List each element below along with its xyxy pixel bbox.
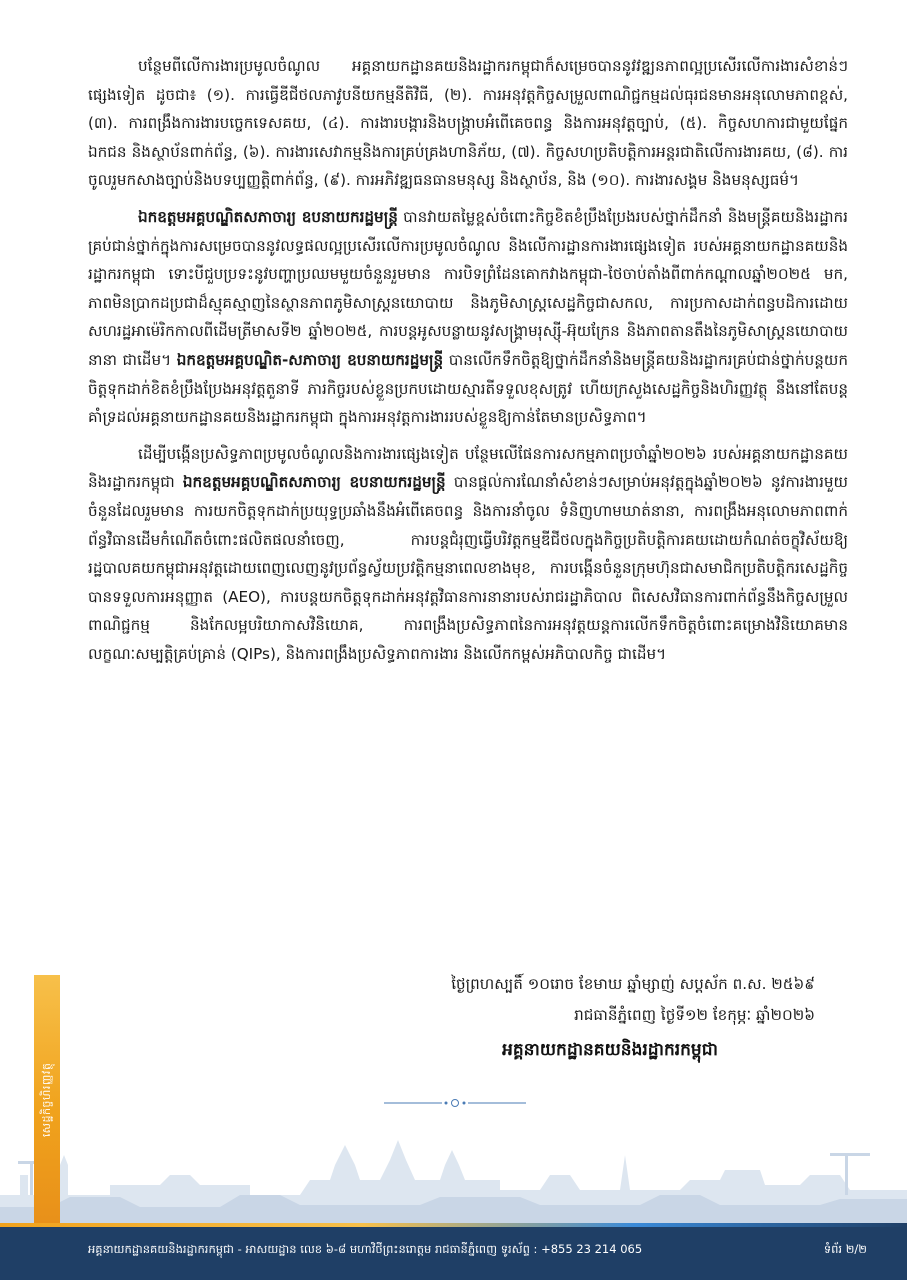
paragraph-evaluation bbox=[88, 203, 848, 432]
dignitary-title: ឯកឧត្តមអគ្គបណ្ឌិត-សភាចារ្យ ឧបនាយករដ្ឋមន្ត្រី bbox=[176, 350, 444, 369]
paragraph-text: ដើម្បីបង្កើនប្រសិទ្ធភាពប្រមូលចំណូលនិងការងារផ្សេងទៀត បន្ថែមលើផែនការសកម្មភាពប្រចាំឆ្នាំ២០២៦ របស់អគ្គនាយកដ្ឋានគយនិងរដ្ឋាករកម្ពុជា bbox=[88, 444, 848, 492]
footer bbox=[0, 1223, 907, 1280]
dignitary-title: ឯកឧត្តមអគ្គបណ្ឌិតសភាចារ្យ ឧបនាយករដ្ឋមន្ត្រី bbox=[138, 207, 398, 226]
paragraph-text: បានវាយតម្លៃខ្ពស់ចំពោះកិច្ចខិតខំប្រឹងប្រែងរបស់ថ្នាក់ដឹកនាំ និងមន្ត្រីគយនិងរដ្ឋាករគ្រប់ជាន់ថ្នាក់ក្នុងការសម្រេចបាននូវលទ្ធផលល្អប្រសើរលើការប្រមូលចំណូល និងលើការដ្ឋានការងារផ្សេងទៀត របស់អគ្គនាយកដ្ឋានគយនិងរដ្ឋាករកម្ពុជា ទោះបីជួបប្រទះនូវបញ្ហាប្រឈមមួយចំនួនរួមមាន ការបិទព្រំដែនគោកវាងកម្ពុជា-ថៃចាប់តាំងពីពាក់កណ្ដាលឆ្នាំ២០២៥ មក, ភាពមិនប្រាកដប្រជាដ៏ស្មុគស្មាញនៃស្ថានភាពភូមិសាស្ត្រនយោបាយ និងភូមិសាស្ត្រសេដ្ឋកិច្ចជាសកល, ការប្រកាសដាក់ពន្ធបដិការដោយសហរដ្ឋអាម៉េរិកកាលពីដើមត្រីមាសទី២ ឆ្នាំ២០២៥, ការបន្តអូសបន្លាយនូវសង្គ្រាមរុស្ស៊ី-អ៊ុយក្រែន និងភាពតានតឹងនៃភូមិសាស្ត្រនយោបាយនានា ជាដើម។ bbox=[88, 207, 848, 369]
lunar-date: ថ្ងៃព្រហស្បតិ៍ ១០រោច ខែមាឃ ឆ្នាំម្សាញ់ សប្តស័ក ព.ស. ២៥៦៩ bbox=[451, 975, 815, 993]
paragraph-text: បានផ្តល់ការណែនាំសំខាន់ៗសម្រាប់អនុវត្តក្នុងឆ្នាំ២០២៦ នូវការងារមួយចំនួនដែលរួមមាន ការយកចិត្តទុកដាក់ប្រយុទ្ធប្រឆាំងនឹងអំពើគេចពន្ធ និងការនាំចូល ទំនិញហាមឃាត់នានា, ការពង្រឹងអនុលោមភាពពាក់ព័ន្ធវិធានដើមកំណើតចំពោះផលិតផលនាំចេញ, ការបន្តជំរុញធ្វើបរិវត្តកម្មឌីជីថលក្នុងកិច្ចប្រតិបត្តិការគយដោយកំណត់ចក្ខុវិស័យឱ្យរដ្ឋបាលគយកម្ពុជាអនុវត្តដោយពេញលេញនូវប្រព័ន្ធស្វ័យប្រវត្តិកម្មនាពេលខាងមុខ, ការបង្កើនចំនួនក្រុមហ៊ុនជាសមាជិកប្រតិបត្តិករសេដ្ឋកិច្ចបានទទួលការអនុញ្ញាត (AEO), ការបន្តយកចិត្តទុកដាក់អនុវត្តវិធានការនានារបស់រាជរដ្ឋាភិបាល ពិសេសវិធានការពាក់ព័ន្ធនឹងកិច្ចសម្រួលពាណិជ្ជកម្ម និងកែលម្អបរិយាកាសវិនិយោគ, ការពង្រឹងប្រសិទ្ធភាពនៃការអនុវត្តយន្តការលើកទឹកចិត្តចំពោះគម្រោងវិនិយោគមានលក្ខណៈសម្បត្តិគ្រប់គ្រាន់ (QIPs), និងការពង្រឹងប្រសិទ្ធភាពការងារ និងលើកកម្ពស់អភិបាលកិច្ច ជាដើម។ bbox=[88, 473, 848, 663]
footer-accent-line bbox=[0, 1223, 907, 1227]
side-banner bbox=[34, 975, 60, 1225]
paragraph-achievements bbox=[88, 52, 848, 195]
paragraph-guidance bbox=[88, 440, 848, 669]
paragraph-text: បន្ថែមពីលើការងារប្រមូលចំណូល អគ្គនាយកដ្ឋានគយនិងរដ្ឋាករកម្ពុជាក៏សម្រេចបាននូវវឌ្ឍនភាពល្អប្រសើរលើការងារសំខាន់ៗផ្សេងទៀត ដូចជា៖ (១). ការធ្វើឌីជីថលភាវូបនីយកម្មនីតិវិធី, (២). ការអនុវត្តកិច្ចសម្រួលពាណិជ្ជកម្មដល់ធុរជនមានអនុលោមភាពខ្ពស់, (៣). ការពង្រឹងការងារបច្ចេកទេសគយ, (៤). ការងារបង្ការនិងបង្ក្រាបអំពើគេចពន្ធ និងការអនុវត្តច្បាប់, (៥). កិច្ចសហការជាមួយផ្នែកឯកជន និងស្ថាប័នពាក់ព័ន្ធ, (៦). ការងារសេវាកម្មនិងការគ្រប់គ្រងហានិភ័យ, (៧). កិច្ចសហប្រតិបត្តិការអន្តរជាតិលើការងារគយ, (៨). ការចូលរួមកសាងច្បាប់និងបទប្បញ្ញត្តិពាក់ព័ន្ធ, (៩). ការអភិវឌ្ឍធនធានមនុស្ស និងស្ថាប័ន, និង (១០). ការងារសង្គម និងមនុស្សធម៌។ bbox=[88, 57, 848, 190]
signatory: អគ្គនាយកដ្ឋានគយនិងរដ្ឋាករកម្ពុជា bbox=[502, 1040, 718, 1060]
body-text bbox=[88, 52, 848, 676]
paragraph-text: បានលើកទឹកចិត្តឱ្យថ្នាក់ដឹកនាំនិងមន្ត្រីគយនិងរដ្ឋាករគ្រប់ជាន់ថ្នាក់បន្តយកចិត្តទុកដាក់ខិតខំប្រឹងប្រែងអនុវត្តតួនាទី ភារកិច្ចរបស់ខ្លួនប្រកបដោយស្មារតីទទួលខុសត្រូវ ហើយក្រសួងសេដ្ឋកិច្ចនិងហិរញ្ញវត្ថុ នឹងនៅតែបន្តគាំទ្រដល់អគ្គនាយកដ្ឋានគយនិងរដ្ឋាករកម្ពុជា ក្នុងការអនុវត្តការងាររបស់ខ្លួនឱ្យកាន់តែមានប្រសិទ្ធភាព។ bbox=[88, 350, 848, 427]
divider-ornament-icon bbox=[380, 1096, 530, 1110]
footer-address: អគ្គនាយកដ្ឋានគយនិងរដ្ឋាករកម្ពុជា - អាសយដ្ឋាន លេខ ៦-៨ មហាវិថីព្រះនរោត្តម រាជធានីភ្នំពេញ ទូរស័ព្ទ : +855 23 214 065 bbox=[88, 1242, 643, 1256]
solar-date: រាជធានីភ្នំពេញ ថ្ងៃទី១២ ខែកុម្ភៈ ឆ្នាំ២០២៦ bbox=[574, 1006, 815, 1024]
side-banner-text: សេដ្ឋកិច្ចហិរញ្ញវត្ថុ bbox=[40, 1062, 53, 1138]
city-skyline-icon bbox=[0, 1135, 907, 1223]
dignitary-title: ឯកឧត្តមអគ្គបណ្ឌិតសភាចារ្យ ឧបនាយករដ្ឋមន្ត្រី bbox=[182, 473, 446, 492]
page-number: ទំព័រ ២/២ bbox=[823, 1242, 867, 1256]
